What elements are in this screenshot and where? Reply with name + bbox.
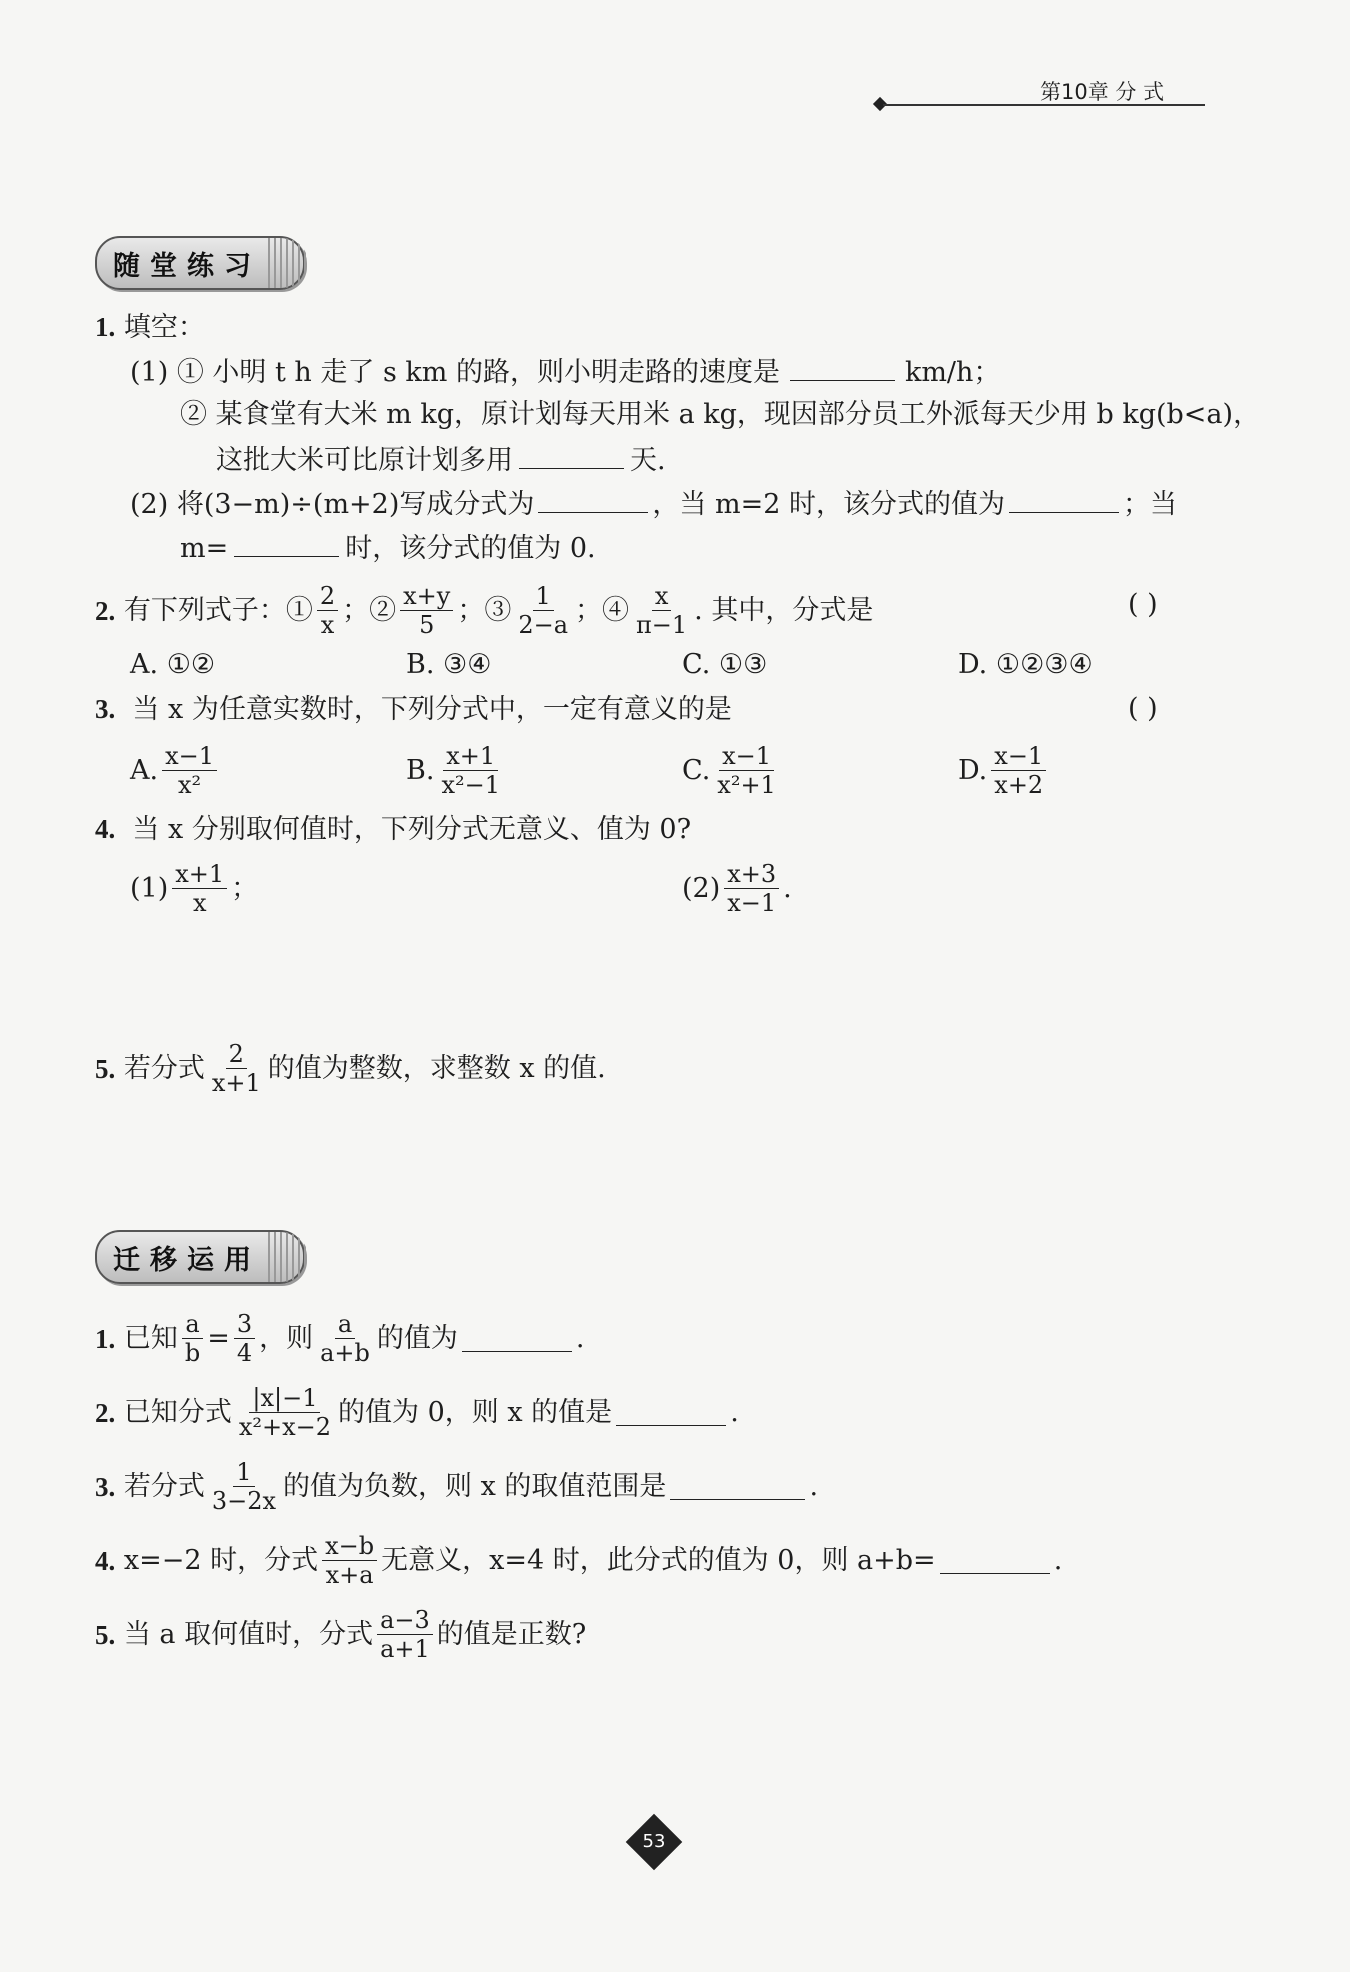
equals-sign: = <box>207 1322 230 1354</box>
answer-blank[interactable] <box>670 1473 805 1500</box>
question-text: 天. <box>630 445 666 476</box>
option-c[interactable] <box>682 648 767 682</box>
question-number: 2. <box>95 1397 116 1428</box>
part-label: (1) <box>130 872 169 904</box>
section-heading-decoration <box>268 1232 308 1282</box>
fraction <box>400 582 453 639</box>
question-text: . <box>1053 1544 1063 1576</box>
question-text: (1) ① 小明 t h 走了 s km 的路，则小明走路的速度是 <box>130 357 780 388</box>
option-a[interactable] <box>130 648 215 682</box>
unit-text: km/h； <box>904 357 1001 388</box>
denominator: x²−1 <box>441 771 500 799</box>
answer-parentheses[interactable]: ( ) <box>1128 589 1158 620</box>
question-text: 这批大米可比原计划多用 <box>216 445 513 476</box>
option-b[interactable] <box>406 648 491 682</box>
answer-blank[interactable] <box>616 1399 726 1426</box>
answer-blank[interactable] <box>538 486 648 513</box>
option-text: ③④ <box>443 649 492 680</box>
denominator: x <box>320 611 335 639</box>
fraction <box>724 860 779 917</box>
denominator: x²+1 <box>717 771 776 799</box>
question-number: 1. <box>95 312 116 342</box>
numerator: 3 <box>234 1310 255 1339</box>
numerator: x−1 <box>162 742 217 771</box>
question-text: . <box>730 1396 739 1428</box>
separator-text: ；③ <box>457 594 512 626</box>
answer-blank[interactable] <box>790 354 895 381</box>
question-number: 5. <box>95 1619 116 1650</box>
question-text: . <box>575 1322 585 1354</box>
fraction <box>438 742 503 799</box>
denominator: x <box>192 889 207 917</box>
denominator: a+1 <box>380 1635 430 1663</box>
fraction <box>236 1384 334 1441</box>
fraction <box>317 582 338 639</box>
transfer-question-2 <box>95 1384 739 1441</box>
question-5 <box>95 1040 606 1097</box>
denominator: x−1 <box>727 889 777 917</box>
numerator: 1 <box>533 582 554 611</box>
numerator: x−1 <box>719 742 774 771</box>
option-text: ①②③④ <box>995 649 1093 680</box>
answer-parentheses[interactable]: ( ) <box>1128 693 1158 724</box>
question-text: ； <box>231 872 259 904</box>
question-text: ，则 <box>259 1322 314 1354</box>
numerator: x+3 <box>724 860 779 889</box>
option-label: A. <box>130 649 159 680</box>
numerator: a <box>335 1310 355 1339</box>
question-3 <box>95 692 732 727</box>
question-1-part-2b <box>180 530 596 566</box>
question-4-part-2 <box>682 860 792 917</box>
section-heading-decoration <box>268 238 308 288</box>
question-2 <box>95 582 873 639</box>
transfer-question-5 <box>95 1606 586 1663</box>
numerator: a−3 <box>377 1606 433 1635</box>
answer-blank[interactable] <box>462 1325 572 1352</box>
separator-text: ；② <box>342 594 397 626</box>
option-d[interactable] <box>958 742 1050 799</box>
separator-text: ；④ <box>575 594 630 626</box>
question-text: ；当 <box>1122 489 1177 520</box>
option-c[interactable] <box>682 742 783 799</box>
question-text: x=−2 时，分式 <box>123 1544 319 1576</box>
fraction <box>322 1532 377 1589</box>
question-number: 3. <box>95 694 116 724</box>
question-1-part-2 <box>130 486 1177 522</box>
option-label: B. <box>406 649 435 680</box>
question-number: 4. <box>95 1545 116 1576</box>
question-1-part-1c <box>216 442 666 478</box>
chapter-title: 第10章 分 式 <box>1040 80 1165 104</box>
fraction <box>209 1040 264 1097</box>
question-text: ② 某食堂有大米 m kg，原计划每天用米 a kg，现因部分员工外派每天少用 b kg(b<a)， <box>180 399 1261 430</box>
option-label: C. <box>682 754 711 786</box>
question-text: 的值是正数? <box>436 1618 587 1650</box>
question-text: 已知分式 <box>123 1396 232 1428</box>
numerator: x+1 <box>443 742 498 771</box>
denominator: π−1 <box>636 611 688 639</box>
option-label: B. <box>406 754 435 786</box>
numerator: 1 <box>233 1458 254 1487</box>
denominator: 5 <box>419 611 435 639</box>
question-number: 5. <box>95 1053 116 1084</box>
question-text: 当 a 取何值时，分式 <box>123 1618 374 1650</box>
numerator: |x|−1 <box>249 1384 320 1413</box>
numerator: 2 <box>317 582 338 611</box>
denominator: 3−2x <box>211 1487 277 1515</box>
numerator: x−b <box>322 1532 377 1561</box>
question-text: 的值为 <box>376 1322 458 1354</box>
option-text: ①③ <box>718 649 768 680</box>
fraction <box>162 742 217 799</box>
question-text: 当 x 分别取何值时，下列分式无意义、值为 0? <box>132 814 692 845</box>
question-text: 当 x 为任意实数时，下列分式中，一定有意义的是 <box>132 694 732 725</box>
question-number: 4. <box>95 814 116 844</box>
question-text: 的值为整数，求整数 x 的值. <box>267 1052 606 1084</box>
question-text: 的值为负数，则 x 的取值范围是 <box>283 1470 667 1502</box>
denominator: x+a <box>325 1561 374 1589</box>
question-4-part-1 <box>130 860 258 917</box>
transfer-question-3 <box>95 1458 818 1515</box>
numerator: x−1 <box>991 742 1046 771</box>
question-number: 3. <box>95 1471 116 1502</box>
question-4 <box>95 812 691 847</box>
fraction <box>377 1606 433 1663</box>
question-1 <box>95 310 205 345</box>
denominator: x²+x−2 <box>238 1413 332 1441</box>
question-text: . <box>783 872 792 904</box>
question-text: . <box>809 1470 819 1502</box>
denominator: 2−a <box>518 611 569 639</box>
denominator: b <box>184 1339 201 1367</box>
section-title: 迁移运用 <box>113 1244 261 1276</box>
fraction <box>234 1310 255 1367</box>
fraction <box>182 1310 203 1367</box>
question-text: 有下列式子：① <box>123 594 313 626</box>
option-text: ①② <box>166 649 216 680</box>
answer-blank[interactable] <box>234 530 339 557</box>
option-b[interactable] <box>406 742 507 799</box>
question-1-part-1a <box>130 354 1000 390</box>
question-text: 已知 <box>123 1322 178 1354</box>
fraction <box>714 742 779 799</box>
numerator: x+1 <box>172 860 227 889</box>
fraction <box>991 742 1046 799</box>
question-text: 填空： <box>123 312 205 343</box>
numerator: x <box>652 582 672 611</box>
question-text: 的值为 0，则 x 的值是 <box>338 1396 613 1428</box>
option-label: C. <box>682 649 711 680</box>
answer-blank[interactable] <box>1009 486 1119 513</box>
option-label: D. <box>958 649 988 680</box>
fraction <box>515 582 571 639</box>
option-d[interactable] <box>958 648 1093 682</box>
denominator: a+b <box>320 1339 370 1367</box>
question-text: m= <box>180 533 229 564</box>
transfer-question-4 <box>95 1532 1062 1589</box>
question-text: . 其中，分式是 <box>694 594 874 626</box>
answer-blank[interactable] <box>940 1547 1050 1574</box>
denominator: x+1 <box>211 1069 261 1097</box>
question-number: 2. <box>95 595 116 626</box>
question-text: 若分式 <box>123 1470 205 1502</box>
option-label: A. <box>130 754 159 786</box>
question-1-part-1b <box>180 398 1260 432</box>
page-number: 53 <box>642 1831 666 1852</box>
fraction <box>317 1310 373 1367</box>
part-label: (2) <box>682 872 721 904</box>
question-number: 1. <box>95 1323 116 1354</box>
question-text: 无意义，x=4 时，此分式的值为 0，则 a+b= <box>381 1544 936 1576</box>
answer-blank[interactable] <box>519 442 624 469</box>
question-text: (2) 将(3−m)÷(m+2)写成分式为 <box>130 489 535 520</box>
fraction <box>209 1458 279 1515</box>
option-label: D. <box>958 754 988 786</box>
section-title: 随堂练习 <box>113 250 261 282</box>
numerator: 2 <box>226 1040 247 1069</box>
question-text: 时，该分式的值为 0. <box>345 533 596 564</box>
option-a[interactable] <box>130 742 221 799</box>
denominator: x+2 <box>994 771 1044 799</box>
denominator: x² <box>177 771 202 799</box>
denominator: 4 <box>236 1339 253 1367</box>
question-text: 若分式 <box>123 1052 205 1084</box>
numerator: x+y <box>400 582 453 611</box>
transfer-question-1 <box>95 1310 585 1367</box>
fraction <box>172 860 227 917</box>
numerator: a <box>182 1310 202 1339</box>
question-text: ，当 m=2 时，该分式的值为 <box>652 489 1005 520</box>
fraction <box>633 582 690 639</box>
